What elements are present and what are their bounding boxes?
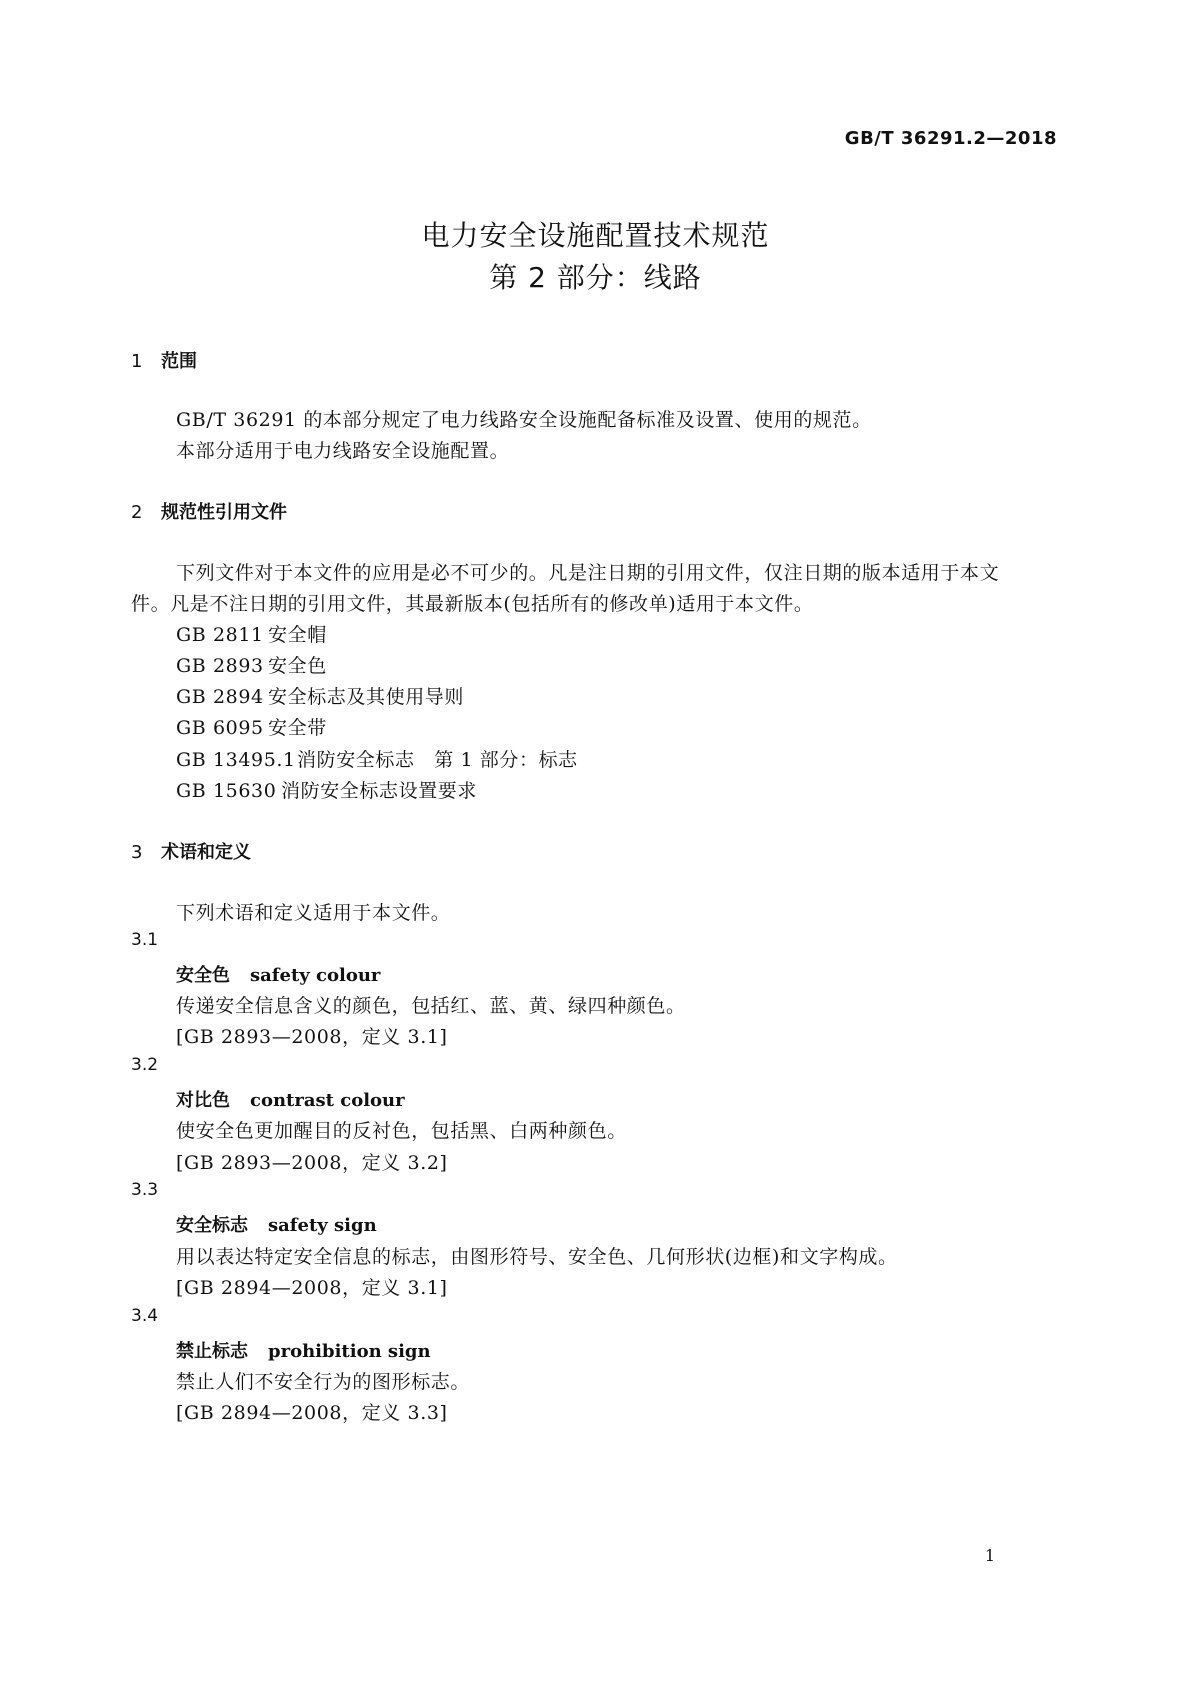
term-definition: 传递安全信息含义的颜色，包括红、蓝、黄、绿四种颜色。 [176,995,686,1017]
reference-name: 安全带 [268,717,327,739]
section-1-heading [131,347,197,373]
section-number: 1 [131,351,143,372]
page-number: 1 [984,1546,995,1565]
section-2-heading [131,498,287,524]
term-zh: 对比色 [176,1090,230,1111]
reference-item [176,745,578,772]
term-heading [176,1211,377,1237]
paragraph-continuation: 件。凡是不注日期的引用文件，其最新版本(包括所有的修改单)适用于本文件。 [131,593,814,615]
term-definition: 用以表达特定安全信息的标志，由图形符号、安全色、几何形状(边框)和文字构成。 [176,1246,898,1268]
section-number: 3 [131,842,143,863]
reference-code: GB 2811 [176,624,264,646]
reference-item [176,620,327,647]
term-en: prohibition sign [268,1341,431,1362]
reference-item [176,776,477,803]
term-source: [GB 2893—2008，定义 3.2] [176,1152,448,1174]
term-number: 3.2 [131,1055,159,1075]
reference-code: GB 2893 [176,655,264,677]
term-number: 3.4 [131,1306,159,1326]
reference-name: 消防安全标志 第 1 部分：标志 [297,749,578,771]
document-subtitle: 第 2 部分：线路 [489,261,702,294]
term-source: [GB 2893—2008，定义 3.1] [176,1026,448,1048]
reference-code: GB 13495.1 [176,749,296,771]
term-heading [176,961,380,987]
paragraph: 下列文件对于本文件的应用是必不可少的。凡是注日期的引用文件，仅注日期的版本适用于本文 [176,562,1000,584]
paragraph: 下列术语和定义适用于本文件。 [176,902,451,924]
reference-name: 安全帽 [268,624,327,646]
term-en: safety sign [268,1215,377,1236]
reference-item [176,651,327,678]
document-title: 电力安全设施配置技术规范 [421,219,770,252]
term-en: safety colour [250,965,381,986]
reference-code: GB 6095 [176,717,264,739]
term-zh: 安全色 [176,965,230,986]
section-title: 规范性引用文件 [161,502,287,523]
term-definition: 使安全色更加醒目的反衬色，包括黑、白两种颜色。 [176,1120,627,1142]
term-source: [GB 2894—2008，定义 3.3] [176,1402,448,1424]
section-title: 术语和定义 [161,842,251,863]
reference-code: GB 2894 [176,686,264,708]
term-en: contrast colour [250,1090,405,1111]
section-number: 2 [131,502,143,523]
reference-item [176,713,327,740]
term-zh: 安全标志 [176,1215,248,1236]
term-definition: 禁止人们不安全行为的图形标志。 [176,1371,471,1393]
section-3-heading [131,838,251,864]
reference-name: 消防安全标志设置要求 [281,780,478,802]
term-number: 3.3 [131,1180,159,1200]
standard-number: GB/T 36291.2—2018 [844,128,1057,149]
reference-name: 安全色 [268,655,327,677]
term-heading [176,1086,405,1112]
reference-code: GB 15630 [176,780,277,802]
paragraph: GB/T 36291 的本部分规定了电力线路安全设施配备标准及设置、使用的规范。 [176,409,872,431]
paragraph: 本部分适用于电力线路安全设施配置。 [176,440,510,462]
reference-item [176,682,464,709]
section-title: 范围 [161,351,197,372]
term-source: [GB 2894—2008，定义 3.1] [176,1277,448,1299]
term-heading [176,1337,431,1363]
reference-name: 安全标志及其使用导则 [268,686,465,708]
term-zh: 禁止标志 [176,1341,248,1362]
term-number: 3.1 [131,930,159,950]
